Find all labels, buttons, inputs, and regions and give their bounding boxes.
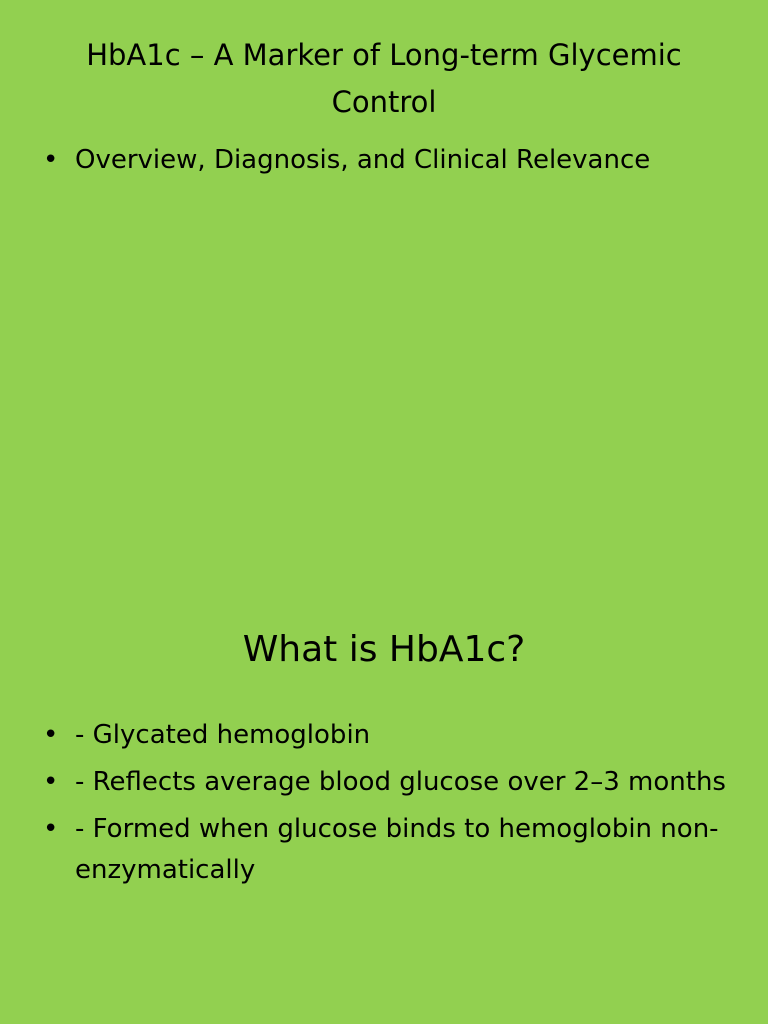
bullet-text: - Reflects average blood glucose over 2–3 months	[75, 767, 726, 797]
bullet-item	[40, 140, 730, 181]
slide-1-title: HbA1c – A Marker of Long-term Glycemic Control	[86, 38, 682, 119]
slide-1-bullet-list	[40, 140, 730, 187]
slide-2-title: What is HbA1c?	[242, 629, 526, 670]
slide-2-bullet-list	[40, 715, 730, 897]
bullet-text: - Glycated hemoglobin	[75, 720, 371, 750]
bullet-icon: •	[43, 814, 59, 844]
bullet-icon: •	[43, 720, 59, 750]
bullet-text: - Formed when glucose binds to hemoglobin non-enzymatically	[75, 814, 719, 885]
bullet-item	[40, 715, 730, 756]
bullet-item	[40, 762, 730, 803]
bullet-icon: •	[43, 767, 59, 797]
slide-2	[0, 560, 768, 1024]
bullet-icon: •	[43, 145, 59, 175]
bullet-text: Overview, Diagnosis, and Clinical Relevance	[75, 145, 651, 175]
bullet-item	[40, 809, 730, 891]
